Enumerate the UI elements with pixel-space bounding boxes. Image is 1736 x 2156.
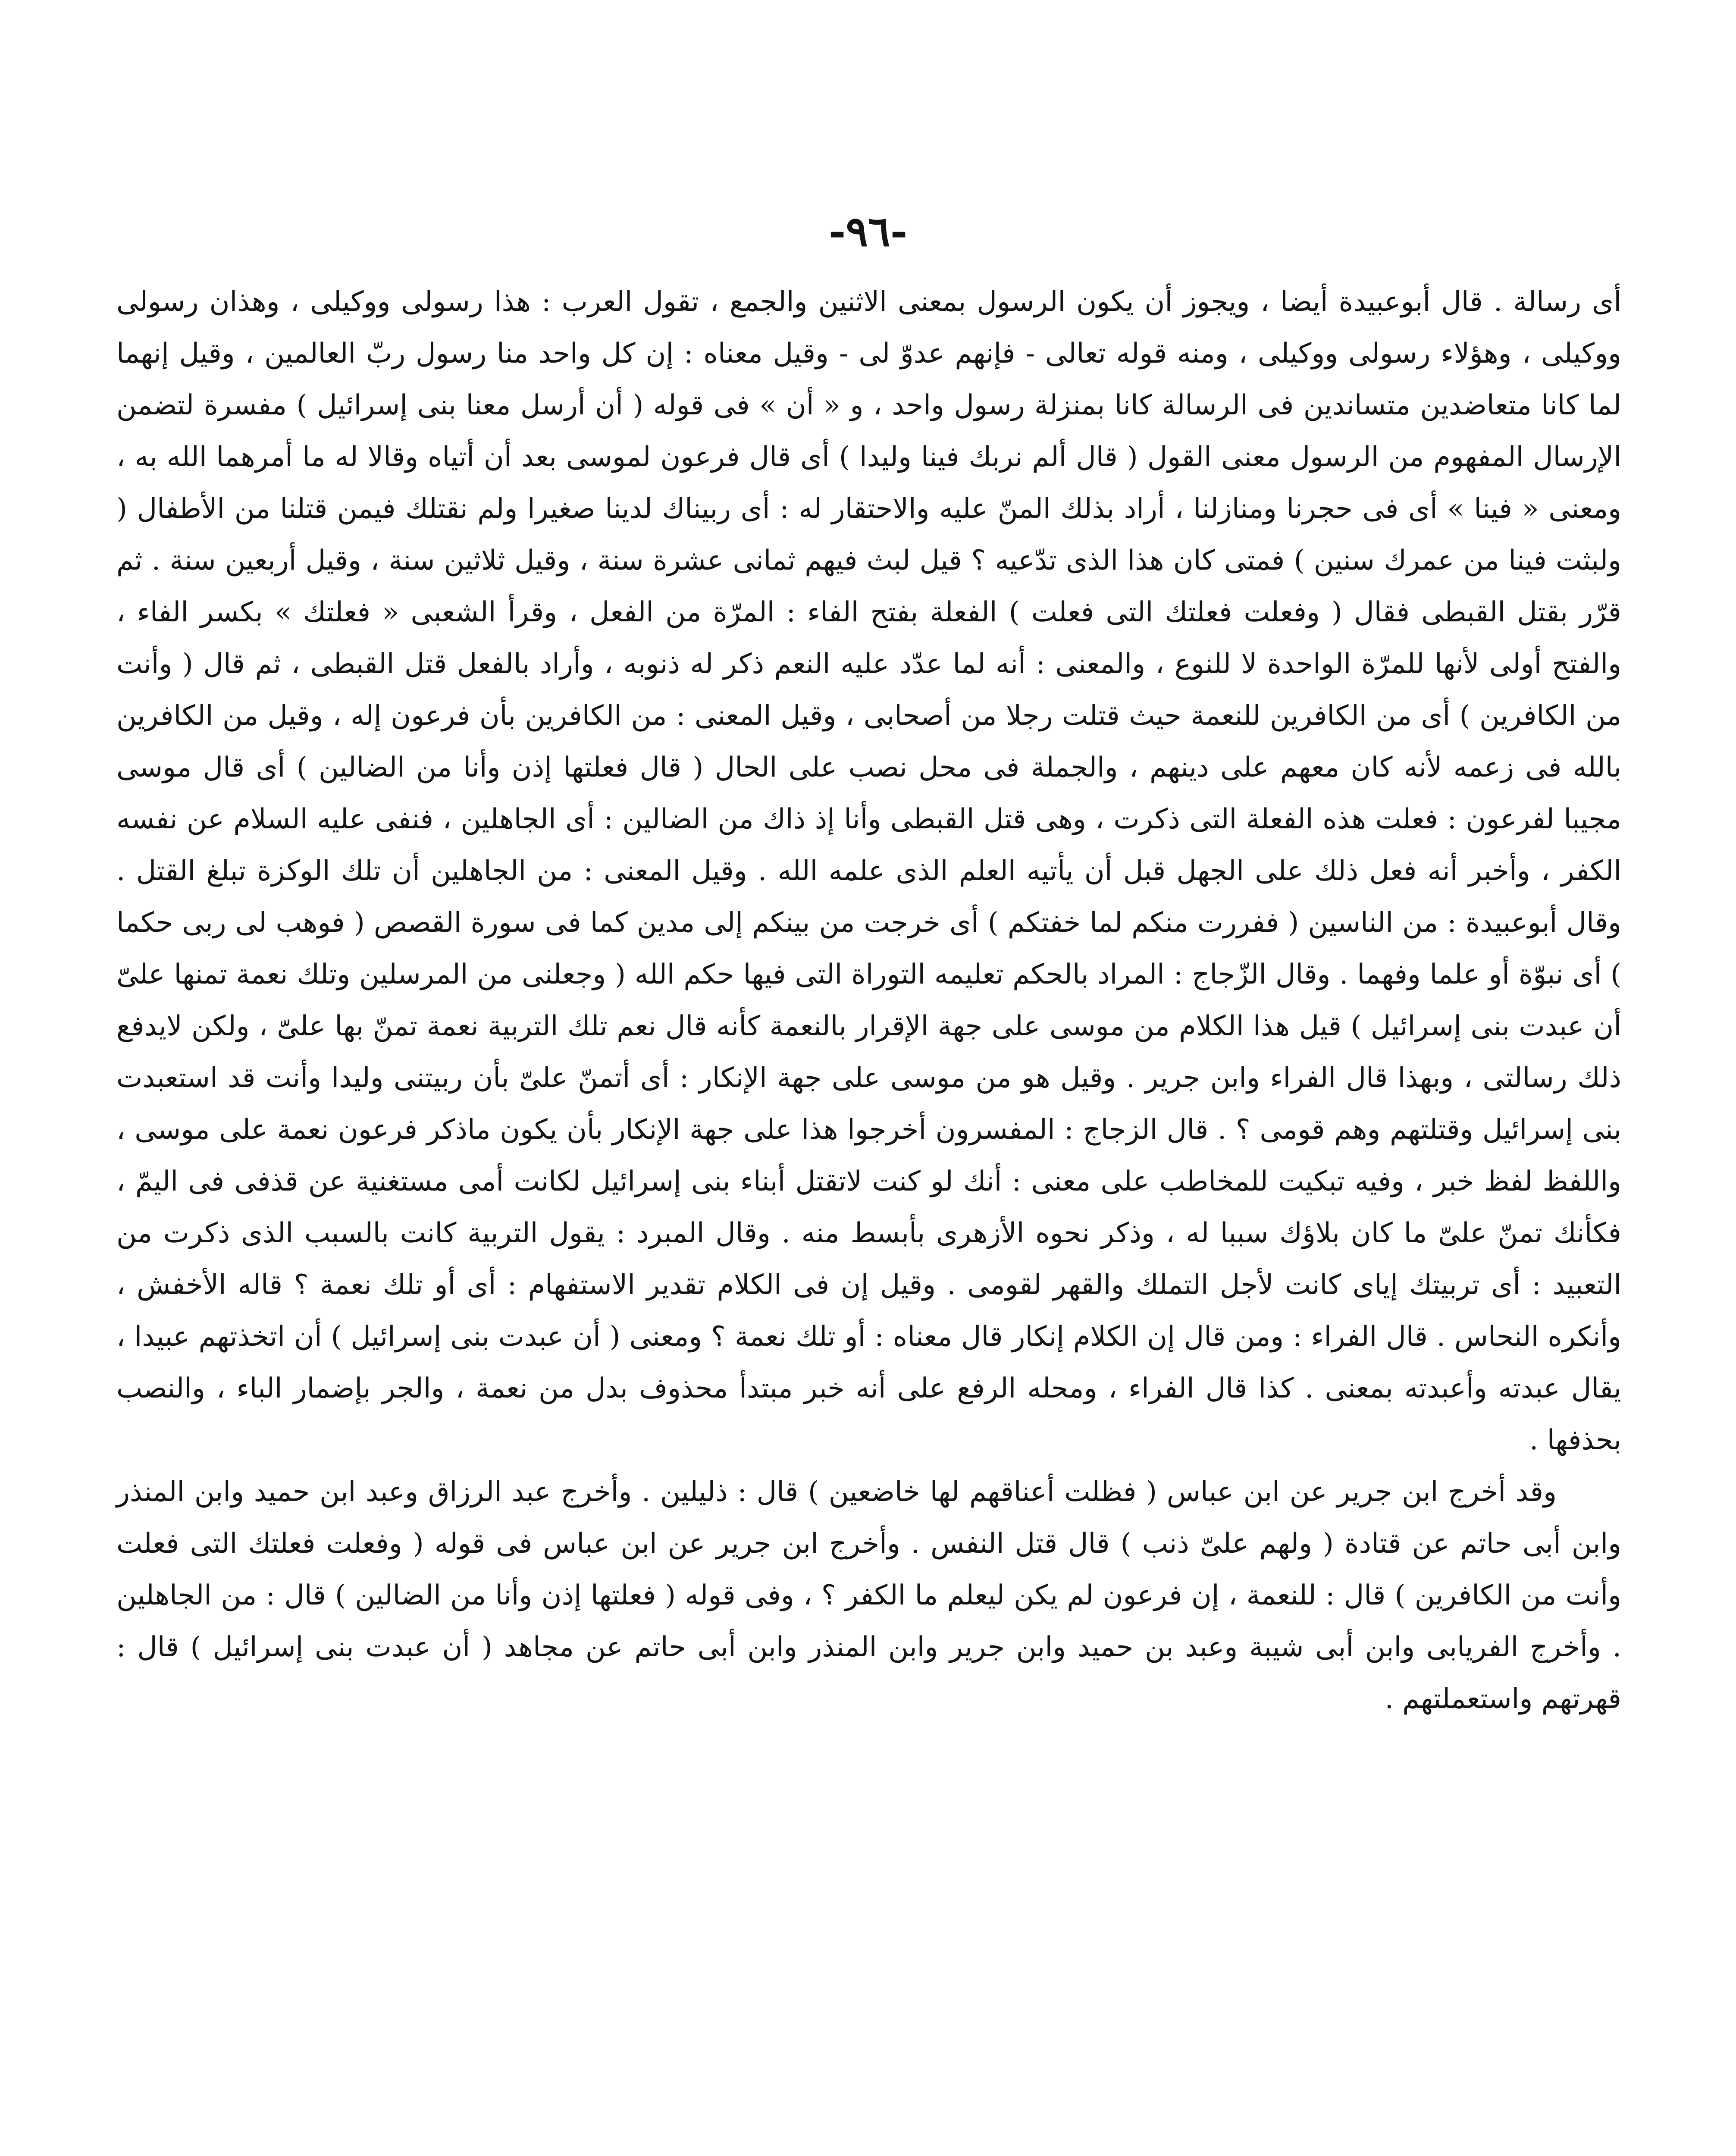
page-number: -٩٦- [828,207,908,256]
commentary-paragraph: أى رسالة . قال أبوعبيدة أيضا ، ويجوز أن يكون الرسول بمعنى الاثنين والجمع ، تقول العرب : هذا رسولى ووكيلى ، وهذان رسولى ووكيلى ، وهؤلاء رسولى ووكيلى ، ومنه قوله تعالى - فإنهم عدوّ لى - وقيل معناه : إن كل واحد منا رسول ربّ العالمين ، وقيل إنهما لما كانا متعاضدين متساندين فى الرسالة كانا بمنزلة رسول واحد ، و « أن » فى قوله ( أن أرسل معنا بنى إسرائيل ) مفسرة لتضمن الإرسال المفهوم من الرسول معنى القول ( قال ألم نربك فينا وليدا ) أى قال فرعون لموسى بعد أن أتياه وقالا له ما أمرهما الله به ، ومعنى « فينا » أى فى حجرنا ومنازلنا ، أراد بذلك المنّ عليه والاحتقار له : أى ربيناك لدينا صغيرا ولم نقتلك فيمن قتلنا من الأطفال ( ولبثت فينا من عمرك سنين ) فمتى كان هذا الذى تدّعيه ؟ قيل لبث فيهم ثمانى عشرة سنة ، وقيل ثلاثين سنة ، وقيل أربعين سنة . ثم قرّر بقتل القبطى فقال ( وفعلت فعلتك التى فعلت ) الفعلة بفتح الفاء : المرّة من الفعل ، وقرأ الشعبى « فعلتك » بكسر الفاء ، والفتح أولى لأنها للمرّة الواحدة لا للنوع ، والمعنى : أنه لما عدّد عليه النعم ذكر له ذنوبه ، وأراد بالفعل قتل القبطى ، ثم قال ( وأنت من الكافرين ) أى من الكافرين للنعمة حيث قتلت رجلا من أصحابى ، وقيل المعنى : من الكافرين بأن فرعون إله ، وقيل من الكافرين بالله فى زعمه لأنه كان معهم على دينهم ، والجملة فى محل نصب على الحال ( قال فعلتها إذن وأنا من الضالين ) أى قال موسى مجيبا لفرعون : فعلت هذه الفعلة التى ذكرت ، وهى قتل القبطى وأنا إذ ذاك من الضالين : أى الجاهلين ، فنفى عليه السلام عن نفسه الكفر ، وأخبر أنه فعل ذلك على الجهل قبل أن يأتيه العلم الذى علمه الله . وقيل المعنى : من الجاهلين أن تلك الوكزة تبلغ القتل . وقال أبوعبيدة : من الناسين ( ففررت منكم لما خفتكم ) أى خرجت من بينكم إلى مدين كما فى سورة القصص ( فوهب لى ربى حكما ) أى نبوّة أو علما وفهما . وقال الزّجاج : المراد بالحكم تعليمه التوراة التى فيها حكم الله ( وجعلنى من المرسلين وتلك نعمة تمنها علىّ أن عبدت بنى إسرائيل ) قيل هذا الكلام من موسى على جهة الإقرار بالنعمة كأنه قال نعم تلك التربية نعمة تمنّ بها علىّ ، ولكن لايدفع ذلك رسالتى ، وبهذا قال الفراء وابن جرير . وقيل هو من موسى على جهة الإنكار : أى أتمنّ علىّ بأن ربيتنى وليدا وأنت قد استعبدت بنى إسرائيل وقتلتهم وهم قومى ؟ . قال الزجاج : المفسرون أخرجوا هذا على جهة الإنكار بأن يكون ماذكر فرعون نعمة على موسى ، واللفظ لفظ خبر ، وفيه تبكيت للمخاطب على معنى : أنك لو كنت لاتقتل أبناء بنى إسرائيل لكانت أمى مستغنية عن قذفى فى اليمّ ، فكأنك تمنّ علىّ ما كان بلاؤك سببا له ، وذكر نحوه الأزهرى بأبسط منه . وقال المبرد : يقول التربية كانت بالسبب الذى ذكرت من التعبيد : أى تربيتك إياى كانت لأجل التملك والقهر لقومى . وقيل إن فى الكلام تقدير الاستفهام : أى أو تلك نعمة ؟ قاله الأخفش ، وأنكره النحاس . قال الفراء : ومن قال إن الكلام إنكار قال معناه : أو تلك نعمة ؟ ومعنى ( أن عبدت بنى إسرائيل ) أن اتخذتهم عبيدا ، يقال عبدته وأعبدته بمعنى . كذا قال الفراء ، ومحله الرفع على أنه خبر مبتدأ محذوف بدل من نعمة ، والجر بإضمار الباء ، والنصب بحذفها . [116,286,1622,1456]
commentary-text [116,276,1621,1725]
narrations-paragraph: وقد أخرج ابن جرير عن ابن عباس ( فظلت أعناقهم لها خاضعين ) قال : ذليلين . وأخرج عبد الرزاق وعبد ابن حميد وابن المنذر وابن أبى حاتم عن قتادة ( ولهم علىّ ذنب ) قال قتل النفس . وأخرج ابن جرير عن ابن عباس فى قوله ( وفعلت فعلتك التى فعلت وأنت من الكافرين ) قال : للنعمة ، إن فرعون لم يكن ليعلم ما الكفر ؟ ، وفى قوله ( فعلتها إذن وأنا من الضالين ) قال : من الجاهلين . وأخرج الفريابى وابن أبى شيبة وعبد بن حميد وابن جرير وابن المنذر وابن أبى حاتم عن مجاهد ( أن عبدت بنى إسرائيل ) قال : قهرتهم واستعملتهم . [116,1476,1622,1715]
